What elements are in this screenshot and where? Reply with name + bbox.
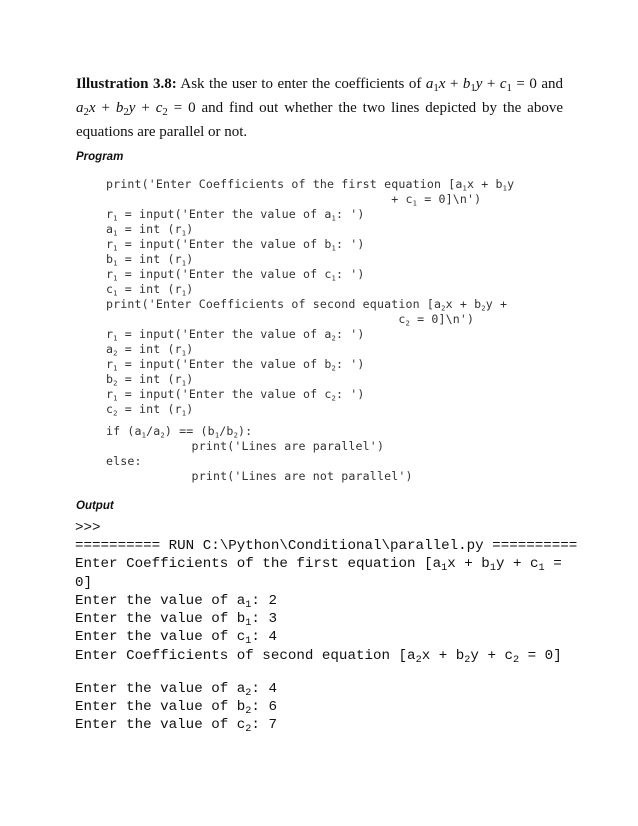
program-code-line <box>106 177 514 192</box>
program-code-subscript: 2 <box>405 318 410 328</box>
program-code-text: r <box>106 267 114 281</box>
program-code-text: : ') <box>336 327 365 341</box>
eq1-b: b <box>462 76 471 92</box>
program-code-text: r <box>106 357 114 371</box>
program-code-text: : ') <box>336 357 365 371</box>
program-code-subscript: 1 <box>331 273 337 283</box>
program-code-text: print('Enter Coefficients of second equation [a <box>106 297 442 311</box>
program-code-text: = input('Enter the value of c <box>117 387 332 401</box>
program-code-text: b <box>106 372 114 386</box>
eq2-y: y <box>128 100 136 116</box>
program-code-subscript: 1 <box>113 243 118 253</box>
program-code-subscript: 2 <box>441 303 446 313</box>
program-code-line <box>106 342 193 357</box>
program-code-subscript: 2 <box>331 333 337 343</box>
output-subscript: 1 <box>245 635 252 648</box>
eq2-c: c <box>155 100 163 116</box>
program-code-subscript: 2 <box>113 378 118 388</box>
program-code-text: y + <box>485 297 508 311</box>
program-code-subscript: 1 <box>214 430 220 440</box>
program-code-text: ) <box>186 222 194 236</box>
program-code-subscript: 1 <box>113 288 118 298</box>
eq2-c-sub: 2 <box>162 106 168 119</box>
program-code-subscript: 2 <box>113 408 118 418</box>
output-text: y + c <box>470 648 513 664</box>
program-code-subscript: 1 <box>113 363 118 373</box>
program-code-line <box>106 372 193 387</box>
output-subscript: 2 <box>513 654 520 667</box>
output-subscript: 2 <box>245 723 252 736</box>
output-subscript: 2 <box>415 654 422 667</box>
program-code-subscript: 2 <box>331 393 337 403</box>
output-text: Enter the value of a <box>75 681 246 697</box>
eq1-rhs: = 0 <box>511 76 537 92</box>
eq1-a-sub: 1 <box>433 82 439 95</box>
program-code-subscript: 2 <box>481 303 486 313</box>
program-code-line <box>106 327 365 342</box>
output-subscript: 1 <box>245 599 252 612</box>
program-code-subscript: 1 <box>181 258 187 268</box>
program-code-text: ) == (b <box>164 424 215 438</box>
program-code-subscript: 1 <box>113 393 118 403</box>
output-text: : 7 <box>251 717 277 733</box>
program-code-subscript: 2 <box>233 430 239 440</box>
program-code-subscript: 1 <box>502 183 508 193</box>
output-text: x + b <box>447 556 490 572</box>
output-text: Enter Coefficients of the first equation [a <box>75 556 442 572</box>
output-line <box>75 716 277 734</box>
eq1-b-sub: 1 <box>470 82 476 95</box>
program-code-text: y <box>507 177 515 191</box>
output-subscript: 2 <box>464 654 471 667</box>
output-text: ========== RUN C:\Python\Conditional\parallel.py ========== <box>75 538 578 554</box>
eq2-b: b <box>115 100 124 116</box>
program-code-subscript: 1 <box>331 243 337 253</box>
output-line <box>75 592 277 610</box>
eq2-a: a <box>76 100 84 116</box>
output-text: = 0] <box>519 648 562 664</box>
program-code-subscript: 1 <box>113 228 118 238</box>
program-code-subscript: 1 <box>181 228 187 238</box>
program-code-line <box>106 192 481 207</box>
program-code-text: : ') <box>336 387 365 401</box>
program-code-text: r <box>106 237 114 251</box>
program-code-line <box>106 424 252 439</box>
program-code-text: = int (r <box>117 252 182 266</box>
program-code-line <box>106 237 365 252</box>
program-code-text: ) <box>186 402 194 416</box>
eq1-plus-2: + <box>482 76 500 92</box>
program-code-subscript: 1 <box>331 213 337 223</box>
output-text: : 2 <box>251 593 277 609</box>
output-line <box>75 519 101 537</box>
output-text: Enter the value of b <box>75 699 246 715</box>
program-code-line <box>106 454 142 469</box>
output-line <box>75 610 277 628</box>
output-subscript: 1 <box>245 617 252 630</box>
program-code-subscript: 1 <box>113 213 118 223</box>
program-code-subscript: 1 <box>113 258 118 268</box>
output-text: : 3 <box>251 611 277 627</box>
program-code-text: + c <box>106 192 413 206</box>
program-code-text: ) <box>186 252 194 266</box>
program-code-subscript: 2 <box>331 363 337 373</box>
output-text: = <box>544 556 562 572</box>
program-code-line <box>106 387 365 402</box>
program-code-text: : ') <box>336 207 365 221</box>
program-code-subscript: 1 <box>181 348 187 358</box>
output-subscript: 2 <box>245 687 252 700</box>
eq1-c: c <box>499 76 507 92</box>
eq2-b-sub: 2 <box>123 106 129 119</box>
output-text: x + b <box>421 648 465 664</box>
program-code-line <box>106 312 474 327</box>
program-code-subscript: 1 <box>181 408 187 418</box>
program-code-text: = int (r <box>117 402 182 416</box>
output-text: 0] <box>75 575 93 591</box>
program-code-text: r <box>106 207 114 221</box>
eq2-x: x <box>88 100 96 116</box>
eq2-a-sub: 2 <box>83 106 89 119</box>
program-code-text: print('Lines are parallel') <box>106 439 385 453</box>
program-code-text: a <box>106 342 114 356</box>
eq1-plus-1: + <box>445 76 463 92</box>
program-code-text: x + b <box>467 177 503 191</box>
program-code-line <box>106 207 365 222</box>
program-code-text: b <box>106 252 114 266</box>
eq1-y: y <box>475 76 483 92</box>
equation-2 <box>76 100 196 119</box>
illustration-text-2: and <box>536 76 563 92</box>
program-code-text: = int (r <box>117 342 182 356</box>
output-subscript: 1 <box>441 562 448 575</box>
program-code-subscript: 1 <box>462 183 467 193</box>
eq1-c-sub: 1 <box>506 82 512 95</box>
output-line <box>75 647 562 665</box>
program-code-text: print('Lines are not parallel') <box>106 469 413 483</box>
output-subscript: 1 <box>489 562 496 575</box>
program-code-text: ) <box>186 342 194 356</box>
program-code-subscript: 2 <box>113 348 118 358</box>
program-code-text: c <box>106 402 114 416</box>
program-code-text: : ') <box>336 237 365 251</box>
program-code-line <box>106 282 193 297</box>
program-code-line <box>106 357 365 372</box>
output-text: : 6 <box>251 699 277 715</box>
output-text: Enter the value of c <box>75 629 246 645</box>
program-code-text: = input('Enter the value of a <box>117 327 332 341</box>
program-code-text: = input('Enter the value of c <box>117 267 332 281</box>
output-text: >>> <box>75 520 101 536</box>
output-subscript: 2 <box>245 705 252 718</box>
output-text: Enter the value of b <box>75 611 246 627</box>
program-code-text: = int (r <box>117 372 182 386</box>
program-code-text: x + b <box>445 297 482 311</box>
program-code-text: = 0]\n') <box>417 192 482 206</box>
output-line <box>75 555 562 573</box>
illustration-text-1: Ask the user to enter the coefficients of <box>176 76 426 92</box>
program-code-text: = input('Enter the value of a <box>117 207 332 221</box>
output-line <box>75 680 277 698</box>
eq2-rhs: = 0 <box>167 100 196 116</box>
eq2-plus-1: + <box>95 100 116 116</box>
illustration-label: Illustration 3.8: <box>76 76 177 92</box>
program-code-text: r <box>106 387 114 401</box>
output-text: : 4 <box>251 629 277 645</box>
program-code-text: ) <box>186 372 194 386</box>
program-code-subscript: 1 <box>181 288 187 298</box>
program-code-line <box>106 267 365 282</box>
program-code-line <box>106 297 507 312</box>
eq1-a: a <box>425 76 434 92</box>
program-code-text: = 0]\n') <box>409 312 475 326</box>
program-code-line <box>106 222 193 237</box>
output-text: Enter the value of a <box>75 593 246 609</box>
program-code-subscript: 2 <box>160 430 165 440</box>
program-code-subscript: 1 <box>113 333 118 343</box>
program-code-text: = input('Enter the value of b <box>117 357 332 371</box>
output-text: : 4 <box>251 681 277 697</box>
output-text: y + c <box>495 556 539 572</box>
output-line <box>75 537 577 555</box>
program-code-text: print('Enter Coefficients of the first equation [a <box>106 177 463 191</box>
program-code-text: c <box>106 312 406 326</box>
output-subscript: 1 <box>538 562 545 575</box>
program-code-subscript: 1 <box>141 430 147 440</box>
program-code-text: else: <box>106 454 142 468</box>
program-code-subscript: 1 <box>113 273 118 283</box>
illustration-paragraph <box>76 72 563 144</box>
program-code-text: : ') <box>336 267 365 281</box>
program-code-text: = int (r <box>117 222 182 236</box>
program-code-text: r <box>106 327 114 341</box>
eq1-x: x <box>438 76 446 92</box>
program-code-line <box>106 402 193 417</box>
program-code-text: a <box>106 222 114 236</box>
output-line <box>75 698 277 716</box>
program-code-text: /a <box>146 424 161 438</box>
eq2-plus-2: + <box>135 100 156 116</box>
program-code-text: if (a <box>106 424 142 438</box>
illustration-text-3: and find out whether the two lines depicted by the above equations are parallel or not. <box>76 100 563 140</box>
program-code-subscript: 1 <box>412 198 418 208</box>
program-code-text: = input('Enter the value of b <box>117 237 332 251</box>
output-text: Enter Coefficients of second equation [a <box>75 648 416 664</box>
program-code-text: c <box>106 282 114 296</box>
output-line <box>75 574 92 592</box>
program-heading: Program <box>76 151 124 163</box>
program-code-text: ) <box>186 282 194 296</box>
program-code-line <box>106 439 384 454</box>
output-line <box>75 628 277 646</box>
program-code-text: ): <box>238 424 253 438</box>
program-code-text: /b <box>219 424 234 438</box>
output-heading: Output <box>76 500 114 512</box>
program-code-text: = int (r <box>117 282 182 296</box>
output-text: Enter the value of c <box>75 717 246 733</box>
program-code-subscript: 1 <box>181 378 187 388</box>
program-code-line <box>106 252 193 267</box>
equation-1 <box>425 76 537 95</box>
program-code-line <box>106 469 413 484</box>
